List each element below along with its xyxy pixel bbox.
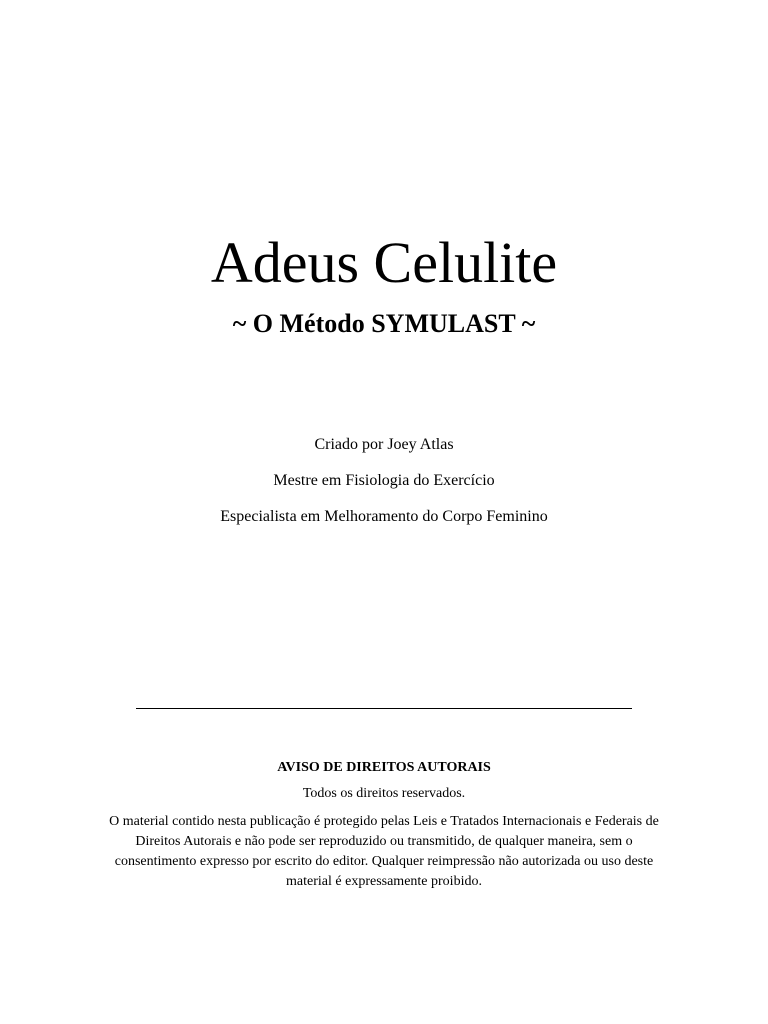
author-degree: Mestre em Fisiologia do Exercício xyxy=(273,472,495,489)
copyright-body: O material contido nesta publicação é protegido pelas Leis e Tratados Internacionais e Federais de Direitos Autorais e não pode ser reproduzido ou transmitido, de qualquer maneira, sem o consentimento expresso por escrito do editor. Qualquer reimpressão não autorizada ou uso deste material é expressamente proibido. xyxy=(109,814,659,889)
copyright-heading: AVISO DE DIREITOS AUTORAIS xyxy=(277,760,491,775)
author-credit: Criado por Joey Atlas xyxy=(314,436,454,453)
copyright-rights: Todos os direitos reservados. xyxy=(302,786,466,801)
document-title: Adeus Celulite xyxy=(210,230,558,295)
author-specialty: Especialista em Melhoramento do Corpo Feminino xyxy=(220,508,548,525)
author-block xyxy=(0,433,768,541)
document-subtitle: ~ O Método SYMULAST ~ xyxy=(232,309,536,338)
copyright-notice xyxy=(100,758,668,892)
horizontal-divider xyxy=(136,708,632,709)
